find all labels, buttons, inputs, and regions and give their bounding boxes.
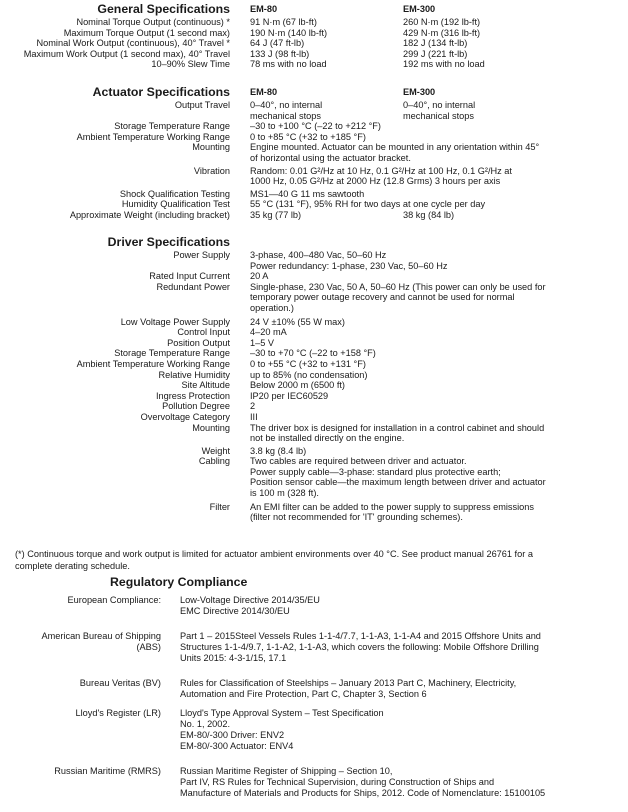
general-col-em300: EM-300 xyxy=(403,4,436,14)
regulatory-row: European Compliance: Low-Voltage Directive 2014/35/EU EMC Directive 2014/30/EU xyxy=(67,595,320,616)
spec-row: Nominal Work Output (continuous), 40° Travel * 64 J (47 ft-lb) 182 J (134 ft-lb) xyxy=(36,38,468,49)
spec-row: Shock Qualification Testing MS1—40 G 11 ms sawtooth xyxy=(119,188,365,199)
spec-row: Position Output 1–5 V xyxy=(167,337,275,348)
spec-row: Power Supply 3-phase, 400–480 Vac, 50–60 Hz Power redundancy: 1-phase, 230 Vac, 50–60 Hz xyxy=(173,250,448,271)
spec-row: Rated Input Current 20 A xyxy=(149,271,269,282)
spec-row: Relative Humidity up to 85% (no condensation) xyxy=(158,369,368,380)
general-col-em80: EM-80 xyxy=(250,4,278,14)
spec-row: Ambient Temperature Working Range 0 to +85 °C (+32 to +185 °F) xyxy=(76,131,366,142)
regulatory-row: American Bureau of Shipping (ABS) Part 1 – 2015Steel Vessels Rules 1-1-4/7.7, 1-1-A3, 1-1-A4 and 2015 Offshore Units and Structures 1-1-4/9.7, 1-1-A2, 1-1-A3, which covers the following: Mobile Offshore Drilling Units 2015: 4-3-1/15, 17.1 xyxy=(41,631,541,663)
footnote: (*) Continuous torque and work output is limited for actuator ambient environments over 40 °C. See product manual 26761 for a complete derating schedule. xyxy=(15,549,533,571)
spec-row: Storage Temperature Range –30 to +100 °C (–22 to +212 °F) xyxy=(114,121,381,132)
spec-row: Pollution Degree 2 xyxy=(162,401,256,412)
regulatory-row: Bureau Veritas (BV) Rules for Classification of Steelships – January 2013 Part C, Machinery, Electricity, Automation and Fire Protection, Part C, Chapter 3, Section 6 xyxy=(79,678,517,699)
spec-row: Site Altitude Below 2000 m (6500 ft) xyxy=(181,380,345,391)
spec-row: Low Voltage Power Supply 24 V ±10% (55 W max) xyxy=(120,316,345,327)
spec-row: Mounting Engine mounted. Actuator can be mounted in any orientation within 45° of horizontal using the actuator bracket. xyxy=(192,142,540,163)
spec-row: Cabling Two cables are required between driver and actuator. Power supply cable—3-phase: standard plus protective earth; Position sensor cable—the maximum length between driver and actuator is 100 m (328 ft). xyxy=(198,456,546,499)
actuator-col-em80: EM-80 xyxy=(250,87,278,97)
actuator-col-em300: EM-300 xyxy=(403,87,436,97)
spec-row: Redundant Power Single-phase, 230 Vac, 50 A, 50–60 Hz (This power can only be used for temporary power outage recovery and cannot be used for normal operation.) xyxy=(156,281,546,313)
spec-row-weight: Approximate Weight (including bracket) 35 kg (77 lb) 38 kg (84 lb) xyxy=(69,209,455,220)
actuator-title: Actuator Specifications xyxy=(92,85,230,99)
driver-specifications xyxy=(0,235,628,523)
spec-row-output-travel: Output Travel 0–40°, no internal mechanical stops 0–40°, no internal mechanical stops xyxy=(174,100,476,121)
spec-row: Ingress Protection IP20 per IEC60529 xyxy=(155,390,329,401)
regulatory-row: Russian Maritime (RMRS) Russian Maritime Register of Shipping – Section 10, Part IV, RS Rules for Technical Supervision, during Construction of Ships and Manufacture of Materials and Products for Ships, 2012. Code of Nomenclature: 15100105 xyxy=(54,766,546,798)
spec-row: Filter An EMI filter can be added to the power supply to suppress emissions (filter not recommended for 'IT' grounding schemes). xyxy=(209,501,534,523)
general-title: General Specifications xyxy=(97,2,230,16)
actuator-specifications xyxy=(0,85,628,221)
spec-row: Vibration Random: 0.01 G²/Hz at 10 Hz, 0.1 G²/Hz at 100 Hz, 0.1 G²/Hz at 1000 Hz, 0.05 G²/Hz at 2000 Hz (12.8 Grms) 3 hours per axis xyxy=(193,165,512,187)
spec-row: Maximum Torque Output (1 second max) 190 N·m (140 lb-ft) 429 N·m (316 lb-ft) xyxy=(63,27,481,38)
spec-row: Control Input 4–20 mA xyxy=(177,327,287,338)
spec-row: Overvoltage Category III xyxy=(140,411,258,422)
driver-title: Driver Specifications xyxy=(107,235,230,249)
spec-row: Nominal Torque Output (continuous) * 91 N·m (67 lb-ft) 260 N·m (192 lb-ft) xyxy=(76,17,481,27)
spec-row: 10–90% Slew Time 78 ms with no load 192 ms with no load xyxy=(151,59,485,70)
spec-row: Maximum Work Output (1 second max), 40° Travel 133 J (98 ft-lb) 299 J (221 ft-lb) xyxy=(23,48,468,59)
spec-row: Humidity Qualification Test 55 °C (131 °F), 95% RH for two days at one cycle per day xyxy=(121,199,486,210)
spec-row: Storage Temperature Range –30 to +70 °C (–22 to +158 °F) xyxy=(114,348,376,359)
regulatory-title: Regulatory Compliance xyxy=(110,575,248,589)
spec-row: Ambient Temperature Working Range 0 to +55 °C (+32 to +131 °F) xyxy=(76,358,366,369)
regulatory-row: Lloyd's Register (LR) Lloyd's Type Approval System – Test Specification No. 1, 2002. EM-80/-300 Driver: ENV2 EM-80/-300 Actuator: ENV4 xyxy=(75,708,384,751)
general-specifications xyxy=(0,2,628,70)
spec-row: Weight 3.8 kg (8.4 lb) xyxy=(201,445,307,456)
spec-row: Mounting The driver box is designed for installation in a control cabinet and should not be installed directly on the engine. xyxy=(192,422,545,444)
